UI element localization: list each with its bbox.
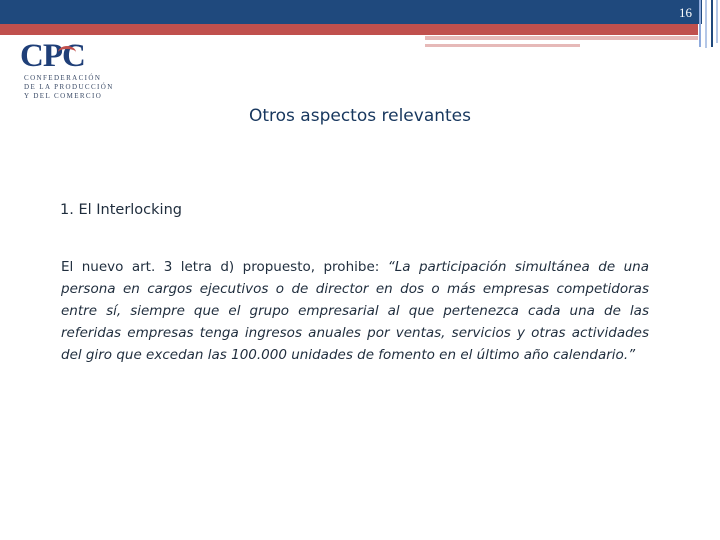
logo-arc-icon xyxy=(58,46,76,59)
logo-text-line: CONFEDERACIÓN xyxy=(24,74,102,82)
body-quote: “La participación simultánea de una persona en cargos ejecutivos o de director en dos o más empresas competidoras entre sí, siempre que el grupo empresarial al que pertenezca cada una de las referidas empresas tenga ingresos anuales por ventas, servicios y otras actividades del giro que excedan las 100.000 unidades de fomento en el último año calendario.” xyxy=(61,259,649,363)
body-paragraph xyxy=(61,256,649,366)
logo-text-line: Y DEL COMERCIO xyxy=(24,92,103,100)
page-number: 16 xyxy=(679,5,692,20)
section-heading: 1. El Interlocking xyxy=(60,202,182,218)
header-band xyxy=(0,0,702,24)
header-accent-line xyxy=(425,36,698,40)
header-accent-band xyxy=(0,24,698,35)
logo-letters: CPC xyxy=(20,38,85,74)
logo-text-line: DE LA PRODUCCIÓN xyxy=(24,83,114,91)
decorative-bar xyxy=(699,0,701,47)
cpc-logo xyxy=(18,40,113,104)
decorative-bar xyxy=(711,0,713,47)
header-accent-line-short xyxy=(425,44,580,47)
body-intro: El nuevo art. 3 letra d) propuesto, prohibe: xyxy=(61,259,388,275)
slide-title: Otros aspectos relevantes xyxy=(248,106,471,126)
decorative-bar xyxy=(716,0,718,43)
decorative-bar xyxy=(705,0,707,48)
